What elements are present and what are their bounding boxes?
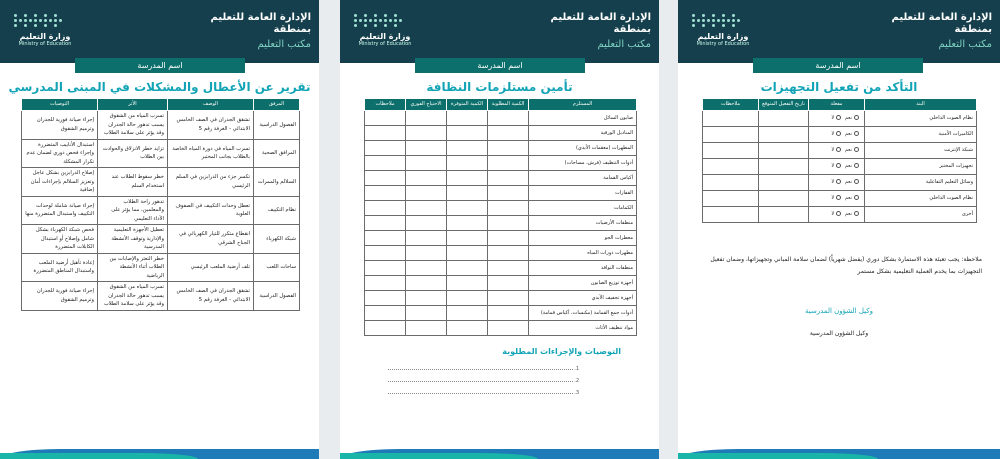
cell-input[interactable] <box>406 171 447 186</box>
cell-input[interactable] <box>447 276 488 291</box>
cell-item-name: شبكة الإنترنت <box>865 143 977 159</box>
cell-input[interactable] <box>488 111 529 126</box>
cell-input[interactable] <box>365 141 406 156</box>
cell-notes[interactable] <box>703 143 759 159</box>
ministry-logo <box>10 14 80 48</box>
cell-notes[interactable] <box>703 175 759 191</box>
column-header: المرفق <box>254 99 300 111</box>
ministry-name-ar: وزارة التعليم <box>19 32 71 41</box>
cell-description: تكسر جزء من الدرابزين في السلم الرئيسي <box>168 168 254 197</box>
cell-input[interactable] <box>406 186 447 201</box>
cell-item-name: نظام الصوت الداخلي <box>865 191 977 207</box>
cell-input[interactable] <box>447 216 488 231</box>
cell-facility: السلالم والممرات <box>254 168 300 197</box>
radio-yes[interactable] <box>854 115 859 120</box>
cell-input[interactable] <box>488 216 529 231</box>
org-title <box>872 12 992 51</box>
yes-no-options <box>831 131 861 137</box>
cell-recommendation: فحص شبكة الكهرباء بشكل شامل وإصلاح أو استبدال الكابلات المتضررة <box>22 225 98 254</box>
table-row <box>365 276 637 291</box>
cell-input[interactable] <box>488 306 529 321</box>
cell-expected-date[interactable] <box>759 207 809 223</box>
table-row <box>365 261 637 276</box>
table-row <box>703 143 977 159</box>
cell-activated <box>809 207 865 223</box>
cell-input[interactable] <box>365 216 406 231</box>
option-no-label: لا <box>831 195 835 201</box>
option-yes-label: نعم <box>844 211 852 217</box>
cell-input[interactable] <box>365 171 406 186</box>
table-row <box>365 171 637 186</box>
cell-input[interactable] <box>406 156 447 171</box>
equipment-table <box>702 98 977 223</box>
cell-item-name: نظام الصوت الداخلي <box>865 111 977 127</box>
office-name: مكتب التعليم <box>938 39 992 50</box>
cell-description: تسرب المياه في دورة المياه الخاصة بالطلاب بجانب المختبر <box>168 139 254 168</box>
option-no-label: لا <box>831 115 835 121</box>
cell-supply-name: أجهزة توزيع الصابون <box>529 276 637 291</box>
column-header: المستلزم <box>529 99 637 111</box>
recommendation-line-3[interactable]: 3. <box>379 388 579 396</box>
column-header: الكمية المطلوبة <box>488 99 529 111</box>
page-cleaning-supplies <box>340 0 659 459</box>
office-name: مكتب التعليم <box>257 39 311 50</box>
option-no-label: لا <box>831 179 835 185</box>
page-header <box>340 0 659 63</box>
cell-input[interactable] <box>406 246 447 261</box>
table-row <box>365 126 637 141</box>
ministry-logo <box>688 14 758 48</box>
column-header: الكمية المتوفرة <box>447 99 488 111</box>
radio-no[interactable] <box>836 163 841 168</box>
footer-wave <box>0 443 319 459</box>
signature-title: وكيل الشؤون المدرسية <box>805 307 873 315</box>
cell-input[interactable] <box>365 186 406 201</box>
cell-facility: الفصول الدراسية <box>254 282 300 311</box>
cell-input[interactable] <box>447 126 488 141</box>
ministry-logo-icon <box>14 14 66 30</box>
option-yes-label: نعم <box>844 147 852 153</box>
cell-expected-date[interactable] <box>759 175 809 191</box>
cell-notes[interactable] <box>703 111 759 127</box>
page-title: تقرير عن الأعطال والمشكلات في المبنى المدرسي <box>8 80 311 94</box>
yes-no-options <box>831 179 861 185</box>
cell-input[interactable] <box>406 201 447 216</box>
cell-input[interactable] <box>447 291 488 306</box>
page-equipment-activation <box>678 0 1000 459</box>
cell-description: تلف أرضية الملعب الرئيسي <box>168 253 254 282</box>
table-row <box>22 225 300 254</box>
cell-activated <box>809 191 865 207</box>
cell-description: تشقق الجدران في الصف الخامس الابتدائي - الغرفة رقم 5 <box>168 111 254 140</box>
cell-facility: شبكة الكهرباء <box>254 225 300 254</box>
cell-notes[interactable] <box>703 159 759 175</box>
table-row <box>703 175 977 191</box>
table-row <box>365 186 637 201</box>
cell-impact: تدهور راحة الطلاب والمعلمين، مما يؤثر على الأداء التعليمي <box>98 196 168 225</box>
org-line-2: بمنطقة <box>954 24 992 35</box>
cell-expected-date[interactable] <box>759 191 809 207</box>
option-no-label: لا <box>831 147 835 153</box>
cell-recommendation: إجراء صيانة فورية للجدران وترميم الشقوق <box>22 111 98 140</box>
yes-no-options <box>831 195 861 201</box>
cell-input[interactable] <box>365 111 406 126</box>
cell-item-name: الكاميرات الأمنية <box>865 127 977 143</box>
cell-notes[interactable] <box>703 127 759 143</box>
table-row <box>365 201 637 216</box>
cell-input[interactable] <box>365 201 406 216</box>
cell-input[interactable] <box>365 261 406 276</box>
cell-supply-name: الكمامات <box>529 201 637 216</box>
recommendation-line-1[interactable]: 1. <box>379 364 579 372</box>
office-name: مكتب التعليم <box>597 39 651 50</box>
option-no-label: لا <box>831 131 835 137</box>
table-row <box>365 216 637 231</box>
cell-facility: المرافق الصحية <box>254 139 300 168</box>
cell-impact: خطر سقوط الطلاب عند استخدام السلم <box>98 168 168 197</box>
option-no-label: لا <box>831 211 835 217</box>
cell-input[interactable] <box>406 141 447 156</box>
ministry-name-en: Ministry of Education <box>358 41 412 47</box>
column-header: البند <box>865 99 977 111</box>
cell-input[interactable] <box>406 216 447 231</box>
cell-activated <box>809 159 865 175</box>
cell-input[interactable] <box>488 291 529 306</box>
cleaning-table <box>364 98 637 336</box>
cell-supply-name: منظفات الأرضيات <box>529 216 637 231</box>
cell-supply-name: القفازات <box>529 186 637 201</box>
yes-no-options <box>831 211 861 217</box>
cell-activated <box>809 143 865 159</box>
cell-activated <box>809 111 865 127</box>
cell-input[interactable] <box>447 201 488 216</box>
cell-facility: الفصول الدراسية <box>254 111 300 140</box>
cell-input[interactable] <box>447 186 488 201</box>
cell-input[interactable] <box>488 246 529 261</box>
cell-supply-name: مطهرات دورات المياه <box>529 246 637 261</box>
cell-activated <box>809 127 865 143</box>
cell-input[interactable] <box>488 231 529 246</box>
cell-impact: تسرب المياه من الشقوق يسبب تدهور حالة الجدران وقد يؤثر على سلامة الطلاب <box>98 111 168 140</box>
cell-input[interactable] <box>406 111 447 126</box>
cell-supply-name: أكياس القمامة <box>529 171 637 186</box>
column-header: الاحتياج الفوري <box>406 99 447 111</box>
cell-input[interactable] <box>447 246 488 261</box>
cell-notes[interactable] <box>703 191 759 207</box>
note-text: ملاحظة: يجب تعبئة هذه الاستمارة بشكل دوري (يفضل شهرياً) لضمان سلامة المباني وتجهيزاتها، وضمان تفعيل التجهيزات بما يخدم العملية التعليمية بشكل مستمر <box>710 256 982 275</box>
cell-supply-name: أدوات جمع القمامة (مكنسات، أكياس قمامة) <box>529 306 637 321</box>
signature-name: وكيل الشؤون المدرسية <box>809 330 869 337</box>
table-row <box>365 291 637 306</box>
school-name-banner: اسم المدرسة <box>415 58 585 73</box>
cell-input[interactable] <box>406 261 447 276</box>
page-title: تأمين مستلزمات النظافة <box>426 80 573 94</box>
cell-input[interactable] <box>365 276 406 291</box>
table-row <box>365 231 637 246</box>
cell-input[interactable] <box>406 306 447 321</box>
table-row <box>703 159 977 175</box>
cell-input[interactable] <box>406 291 447 306</box>
page-faults-report <box>0 0 319 459</box>
table-row <box>22 111 300 140</box>
option-yes-label: نعم <box>844 163 852 169</box>
school-name-banner: اسم المدرسة <box>753 58 923 73</box>
cell-input[interactable] <box>488 276 529 291</box>
org-line-1: الإدارة العامة للتعليم <box>210 12 311 23</box>
column-header: الأثر <box>98 99 168 111</box>
cell-item-name: أخرى <box>865 207 977 223</box>
column-header: الوصف <box>168 99 254 111</box>
cell-expected-date[interactable] <box>759 143 809 159</box>
org-title <box>191 12 311 51</box>
option-yes-label: نعم <box>844 195 852 201</box>
cell-input[interactable] <box>447 156 488 171</box>
org-line-1: الإدارة العامة للتعليم <box>891 12 992 23</box>
cell-input[interactable] <box>447 141 488 156</box>
table-row <box>22 196 300 225</box>
column-header: تاريخ التفعيل المتوقع <box>759 99 809 111</box>
cell-item-name: تجهيزات المختبر <box>865 159 977 175</box>
option-yes-label: نعم <box>844 131 852 137</box>
school-name-banner: اسم المدرسة <box>75 58 245 73</box>
cell-supply-name: مواد تنظيف الأثاث <box>529 321 637 336</box>
cell-input[interactable] <box>447 306 488 321</box>
org-title <box>531 12 651 51</box>
table-row <box>22 282 300 311</box>
org-line-1: الإدارة العامة للتعليم <box>550 12 651 23</box>
cell-input[interactable] <box>488 141 529 156</box>
cell-supply-name: أدوات التنظيف (فرش، مساحات) <box>529 156 637 171</box>
table-row <box>365 306 637 321</box>
table-row <box>22 139 300 168</box>
column-header: التوصيات <box>22 99 98 111</box>
cell-supply-name: معطرات الجو <box>529 231 637 246</box>
footer-wave <box>678 443 1000 459</box>
cell-supply-name: أجهزة تجفيف الأيدي <box>529 291 637 306</box>
cell-input[interactable] <box>488 321 529 336</box>
faults-table <box>21 98 300 311</box>
ministry-logo <box>350 14 420 48</box>
page-header <box>678 0 1000 63</box>
cell-supply-name: المطهرات (معقمات الأيدي) <box>529 141 637 156</box>
table-row <box>703 191 977 207</box>
cell-input[interactable] <box>406 126 447 141</box>
cell-facility: ساحات اللعب <box>254 253 300 282</box>
ministry-name-ar: وزارة التعليم <box>359 32 411 41</box>
column-header: ملاحظات <box>365 99 406 111</box>
radio-yes[interactable] <box>854 179 859 184</box>
cell-supply-name: منظفات النوافذ <box>529 261 637 276</box>
radio-yes[interactable] <box>854 131 859 136</box>
cell-supply-name: المناديل الورقية <box>529 126 637 141</box>
cell-input[interactable] <box>406 321 447 336</box>
cell-recommendation: إجراء صيانة شاملة لوحدات التكييف واستبدال المتضررة منها <box>22 196 98 225</box>
cell-notes[interactable] <box>703 207 759 223</box>
cell-impact: تسرب المياه من الشقوق يسبب تدهور حالة الجدران وقد يؤثر على سلامة الطلاب <box>98 282 168 311</box>
cell-input[interactable] <box>406 276 447 291</box>
yes-no-options <box>831 115 861 121</box>
cell-impact: تعطيل الأجهزة التعليمية والإدارية وتوقف الأنشطة المدرسية <box>98 225 168 254</box>
cell-input[interactable] <box>365 306 406 321</box>
cell-input[interactable] <box>488 261 529 276</box>
table-row <box>703 127 977 143</box>
cell-expected-date[interactable] <box>759 111 809 127</box>
recommendations-title: التوصيات والإجراءات المطلوبة <box>502 347 621 356</box>
cell-input[interactable] <box>488 201 529 216</box>
footer-wave <box>340 443 659 459</box>
recommendation-line-2[interactable]: 2. <box>379 376 579 384</box>
cell-input[interactable] <box>488 156 529 171</box>
column-header: مفعلة <box>809 99 865 111</box>
ministry-logo-icon <box>692 14 744 30</box>
cell-input[interactable] <box>447 231 488 246</box>
ministry-name-en: Ministry of Education <box>18 41 72 47</box>
table-row <box>365 111 637 126</box>
cell-input[interactable] <box>365 291 406 306</box>
cell-impact: خطر التعثر والإصابات بين الطلاب أثناء الأنشطة الرياضية <box>98 253 168 282</box>
column-header: ملاحظات <box>703 99 759 111</box>
option-yes-label: نعم <box>844 179 852 185</box>
cell-facility: نظام التكييف <box>254 196 300 225</box>
page-title: التأكد من تفعيل التجهيزات <box>760 80 918 94</box>
cell-input[interactable] <box>447 171 488 186</box>
org-line-2: بمنطقة <box>613 24 651 35</box>
radio-yes[interactable] <box>854 147 859 152</box>
radio-no[interactable] <box>836 115 841 120</box>
cell-expected-date[interactable] <box>759 127 809 143</box>
cell-recommendation: استبدال الأنابيب المتضررة وإجراء فحص دوري لضمان عدم تكرار المشكلة <box>22 139 98 168</box>
radio-yes[interactable] <box>854 211 859 216</box>
option-no-label: لا <box>831 163 835 169</box>
radio-no[interactable] <box>836 147 841 152</box>
cell-input[interactable] <box>447 111 488 126</box>
cell-input[interactable] <box>406 231 447 246</box>
cell-expected-date[interactable] <box>759 159 809 175</box>
cell-description: تشقق الجدران في الصف الخامس الابتدائي - الغرفة رقم 5 <box>168 282 254 311</box>
table-row <box>22 253 300 282</box>
yes-no-options <box>831 147 861 153</box>
cell-input[interactable] <box>447 321 488 336</box>
cell-input[interactable] <box>365 156 406 171</box>
ministry-logo-icon <box>354 14 406 30</box>
table-row <box>22 168 300 197</box>
radio-no[interactable] <box>836 211 841 216</box>
cell-input[interactable] <box>488 126 529 141</box>
ministry-name-ar: وزارة التعليم <box>697 32 749 41</box>
option-yes-label: نعم <box>844 115 852 121</box>
org-line-2: بمنطقة <box>273 24 311 35</box>
cell-input[interactable] <box>365 126 406 141</box>
cell-input[interactable] <box>365 321 406 336</box>
cell-input[interactable] <box>447 261 488 276</box>
cell-recommendation: إجراء صيانة فورية للجدران وترميم الشقوق <box>22 282 98 311</box>
yes-no-options <box>831 163 861 169</box>
cell-input[interactable] <box>365 231 406 246</box>
table-row <box>365 141 637 156</box>
radio-no[interactable] <box>836 179 841 184</box>
cell-impact: تزايد خطر الانزلاق والحوادث بين الطلاب <box>98 139 168 168</box>
cell-item-name: وسائل التعليم التفاعلية <box>865 175 977 191</box>
table-row <box>365 156 637 171</box>
page-header <box>0 0 319 63</box>
table-row <box>365 321 637 336</box>
radio-no[interactable] <box>836 195 841 200</box>
ministry-name-en: Ministry of Education <box>696 41 750 47</box>
table-row <box>365 246 637 261</box>
cell-recommendation: إعادة تأهيل أرضية الملعب واستبدال المناطق المتضررة <box>22 253 98 282</box>
radio-no[interactable] <box>836 131 841 136</box>
radio-yes[interactable] <box>854 163 859 168</box>
cell-description: تعطل وحدات التكييف في الصفوف العلوية <box>168 196 254 225</box>
cell-recommendation: إصلاح الدرابزين بشكل عاجل وتعزيز السلالم بإجراءات أمان إضافية <box>22 168 98 197</box>
cell-input[interactable] <box>365 246 406 261</box>
cell-input[interactable] <box>488 186 529 201</box>
cell-activated <box>809 175 865 191</box>
radio-yes[interactable] <box>854 195 859 200</box>
table-row <box>703 207 977 223</box>
cell-input[interactable] <box>488 171 529 186</box>
cell-supply-name: صابون السائل <box>529 111 637 126</box>
cell-description: انقطاع متكرر للتيار الكهربائي في الجناح الشرقي <box>168 225 254 254</box>
table-row <box>703 111 977 127</box>
